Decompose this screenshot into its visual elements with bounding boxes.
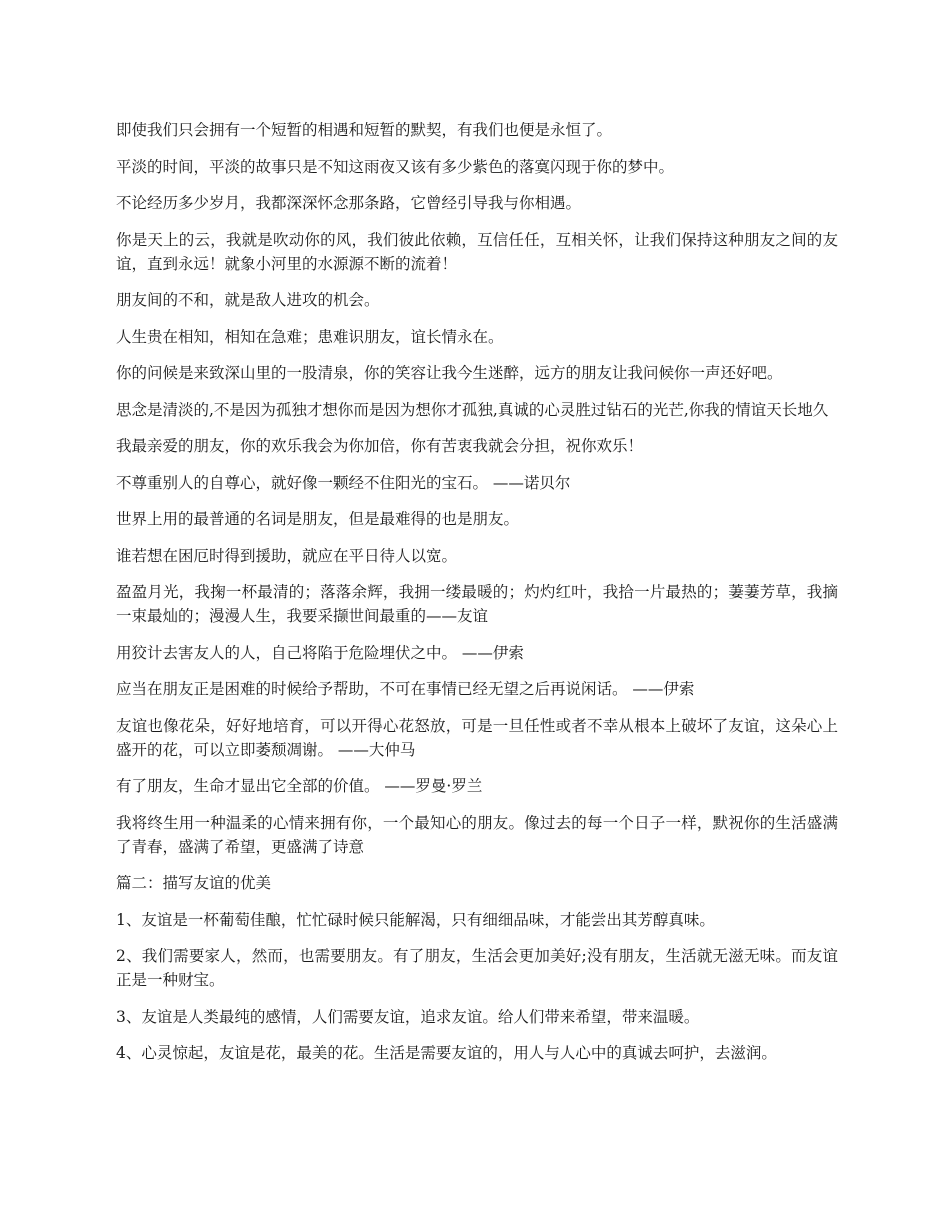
paragraph: 我将终生用一种温柔的心情来拥有你，一个最知心的朋友。像过去的每一个日子一样，默祝你的生活盛满了青春，盛满了希望，更盛满了诗意: [116, 813, 838, 856]
quote-paragraph: 应当在朋友正是困难的时候给予帮助，不可在事情已经无望之后再说闲话。 ——伊索: [116, 680, 695, 698]
quote-paragraph: 用狡计去害友人的人，自己将陷于危险埋伏之中。 ——伊索: [116, 643, 524, 662]
quote-paragraph: 不尊重别人的自尊心，就好像一颗经不住阳光的宝石。 ——诺贝尔: [116, 473, 571, 492]
paragraph: 你的问候是来致深山里的一股清泉，你的笑容让我今生迷醉，远方的朋友让我问候你一声还好吧。: [116, 364, 783, 382]
quote-paragraph: 友谊也像花朵，好好地培育，可以开得心花怒放，可是一旦任性或者不幸从根本上破坏了友谊，这朵心上盛开的花，可以立即萎颓凋谢。 ——大仲马: [116, 716, 838, 759]
document-page: [116, 118, 838, 1078]
numbered-paragraph: 3、友谊是人类最纯的感情，人们需要友谊，追求友谊。给人们带来希望，带来温暖。: [116, 1007, 700, 1026]
paragraph: 人生贵在相知，相知在急难；患难识朋友，谊长情永在。: [116, 327, 504, 346]
paragraph: 我最亲爱的朋友，你的欢乐我会为你加倍，你有苦衷我就会分担，祝你欢乐！: [116, 437, 644, 455]
paragraph: 不论经历多少岁月，我都深深怀念那条路，它曾经引导我与你相遇。: [116, 194, 582, 212]
paragraph: 平淡的时间，平淡的故事只是不知这雨夜又该有多少紫色的落寞闪现于你的梦中。: [116, 157, 675, 176]
paragraph: 盈盈月光，我掬一杯最清的；落落余辉，我拥一缕最暖的；灼灼红叶，我拾一片最热的；萋萋芳草，我摘一束最灿的；漫漫人生，我要采撷世间最重的——友谊: [116, 583, 838, 625]
paragraph: 思念是清淡的,不是因为孤独才想你而是因为想你才孤独,真诚的心灵胜过钻石的光芒,你我的情谊天长地久: [116, 400, 829, 419]
paragraph: 世界上用的最普通的名词是朋友，但是最难得的也是朋友。: [116, 510, 520, 528]
numbered-paragraph: 2、我们需要家人，然而，也需要朋友。有了朋友，生活会更加美好;没有朋友，生活就无滋无味。而友谊正是一种财宝。: [116, 947, 838, 989]
paragraph: 你是天上的云，我就是吹动你的风，我们彼此依赖，互信任任，互相关怀，让我们保持这种朋友之间的友谊，直到永远！就象小河里的水源源不断的流着！: [116, 230, 838, 273]
quote-paragraph: 有了朋友，生命才显出它全部的价值。 ——罗曼·罗兰: [116, 777, 483, 795]
paragraph: 谁若想在困厄时得到援助，就应在平日待人以宽。: [116, 546, 458, 565]
paragraph: 朋友间的不和，就是敌人进攻的机会。: [116, 291, 380, 309]
paragraph: 即使我们只会拥有一个短暂的相遇和短暂的默契，有我们也便是永恒了。: [116, 121, 613, 139]
section-heading: 篇二：描写友谊的优美: [116, 874, 272, 892]
numbered-paragraph: 4、心灵惊起，友谊是花，最美的花。生活是需要友谊的，用人与人心中的真诚去呵护，去滋润。: [116, 1044, 777, 1062]
numbered-paragraph: 1、友谊是一杯葡萄佳酿，忙忙碌时候只能解渴，只有细细品味，才能尝出其芳醇真味。: [116, 910, 715, 929]
